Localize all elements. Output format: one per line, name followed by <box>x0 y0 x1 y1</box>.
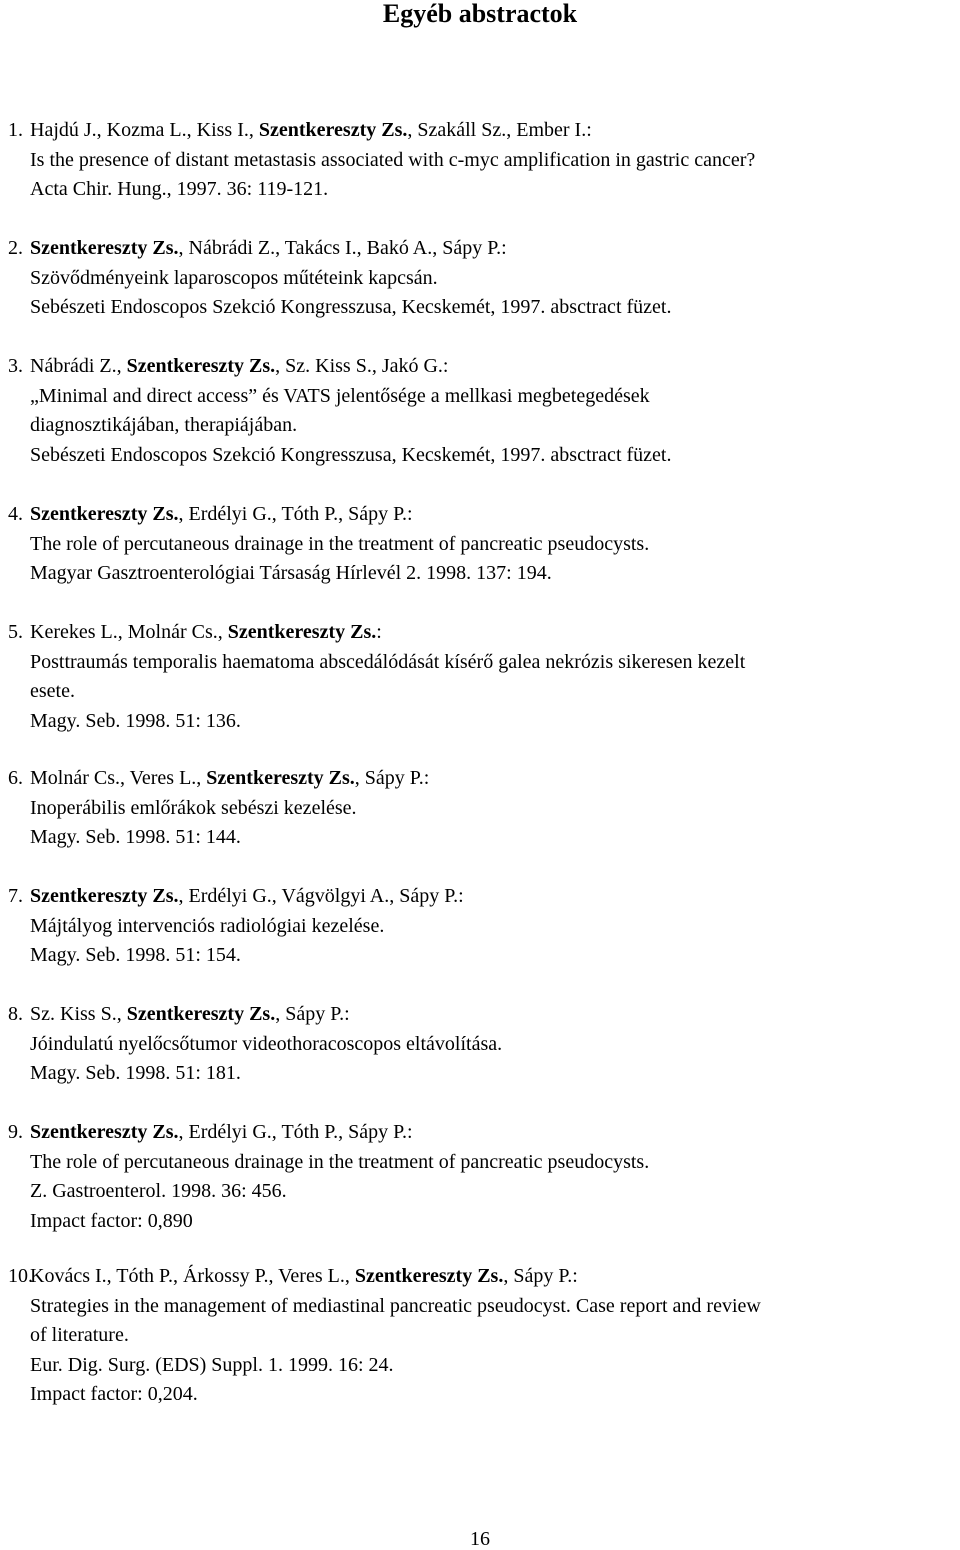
entry-authors <box>0 1000 960 1030</box>
entry-line: Magy. Seb. 1998. 51: 136. <box>30 709 241 732</box>
abstract-entry <box>0 1118 960 1236</box>
author-text: Hajdú J., Kozma L., Kiss I., <box>30 119 259 141</box>
entry-line: esete. <box>30 680 75 703</box>
entry-number: 8. <box>8 1003 23 1025</box>
author-text: , Sápy P.: <box>354 767 430 789</box>
entry-number: 6. <box>8 767 23 789</box>
entry-line: Acta Chir. Hung., 1997. 36: 119-121. <box>30 178 329 201</box>
abstract-entry <box>0 1000 960 1089</box>
entry-number: 9. <box>8 1121 23 1143</box>
entry-line: Májtályog intervenciós radiológiai kezelése. <box>30 914 385 937</box>
author-list <box>0 1000 960 1030</box>
entry-number: 10. <box>8 1265 33 1287</box>
author-text: Molnár Cs., Veres L., <box>30 767 207 789</box>
entry-authors <box>0 882 960 912</box>
author-highlighted: Szentkereszty Zs. <box>30 1121 179 1143</box>
page-number: 16 <box>470 1528 490 1550</box>
abstract-entry <box>0 500 960 589</box>
author-text: Kovács I., Tóth P., Árkossy P., Veres L., <box>30 1265 355 1287</box>
author-highlighted: Szentkereszty Zs. <box>126 1003 276 1025</box>
entry-line: „Minimal and direct access” és VATS jelentősége a mellkasi megbetegedések <box>30 384 650 407</box>
entry-authors <box>0 1118 960 1148</box>
author-text: , Erdélyi G., Vágvölgyi A., Sápy P.: <box>178 885 464 907</box>
author-highlighted: Szentkereszty Zs. <box>30 503 179 525</box>
author-list <box>0 116 960 146</box>
author-text: , Sz. Kiss S., Jakó G.: <box>275 355 449 377</box>
abstract-entry <box>0 234 960 323</box>
author-list <box>0 352 960 382</box>
abstract-entry <box>0 764 960 853</box>
entry-line: diagnosztikájában, therapiájában. <box>30 414 298 437</box>
author-list <box>0 1118 960 1148</box>
author-text: , Szakáll Sz., Ember I.: <box>407 119 592 141</box>
author-text: Kerekes L., Molnár Cs., <box>30 621 228 643</box>
author-text: Sz. Kiss S., <box>30 1003 127 1025</box>
entry-number: 5. <box>8 621 23 643</box>
entry-number: 2. <box>8 237 23 259</box>
author-list <box>0 618 960 648</box>
author-text: : <box>376 621 382 643</box>
page-title: Egyéb abstractok <box>382 0 578 28</box>
entry-line: Eur. Dig. Surg. (EDS) Suppl. 1. 1999. 16: 24. <box>30 1353 394 1376</box>
author-list <box>0 882 960 912</box>
entry-line: Sebészeti Endoscopos Szekció Kongresszusa, Kecskemét, 1997. absctract füzet. <box>30 443 672 466</box>
abstract-entry <box>0 352 960 470</box>
author-highlighted: Szentkereszty Zs. <box>354 1265 504 1287</box>
author-highlighted: Szentkereszty Zs. <box>126 355 276 377</box>
abstract-entry <box>0 882 960 971</box>
entry-number: 7. <box>8 885 23 907</box>
entry-authors <box>0 352 960 382</box>
author-highlighted: Szentkereszty Zs. <box>227 621 377 643</box>
author-highlighted: Szentkereszty Zs. <box>30 885 179 907</box>
entry-line: Sebészeti Endoscopos Szekció Kongresszusa, Kecskemét, 1997. absctract füzet. <box>30 296 672 319</box>
entry-line: Impact factor: 0,204. <box>30 1383 198 1406</box>
author-highlighted: Szentkereszty Zs. <box>258 119 408 141</box>
author-text: , Sápy P.: <box>503 1265 578 1287</box>
entry-line: Magyar Gasztroenterológiai Társaság Hírlevél 2. 1998. 137: 194. <box>30 562 552 585</box>
entry-number: 1. <box>8 119 23 141</box>
author-text: , Sápy P.: <box>275 1003 350 1025</box>
author-text: Nábrádi Z., <box>30 355 127 377</box>
entry-line: Impact factor: 0,890 <box>30 1209 193 1232</box>
author-list <box>0 1262 960 1292</box>
entry-authors <box>0 116 960 146</box>
entry-line: Magy. Seb. 1998. 51: 181. <box>30 1062 241 1085</box>
entry-authors <box>0 234 960 264</box>
entry-line: The role of percutaneous drainage in the treatment of pancreatic pseudocysts. <box>30 1150 650 1173</box>
entry-line: Z. Gastroenterol. 1998. 36: 456. <box>30 1180 287 1203</box>
entry-authors <box>0 764 960 794</box>
entry-number: 4. <box>8 503 23 525</box>
entry-line: Inoperábilis emlőrákok sebészi kezelése. <box>30 796 357 819</box>
abstract-entry <box>0 618 960 736</box>
entry-line: Magy. Seb. 1998. 51: 144. <box>30 826 241 849</box>
entry-line: Jóindulatú nyelőcsőtumor videothoracoscopos eltávolítása. <box>30 1032 503 1055</box>
author-text: , Erdélyi G., Tóth P., Sápy P.: <box>178 503 413 525</box>
entry-authors <box>0 618 960 648</box>
entry-line: of literature. <box>30 1324 129 1347</box>
author-list <box>0 234 960 264</box>
author-list <box>0 764 960 794</box>
entry-number: 3. <box>8 355 23 377</box>
abstract-entry <box>0 1262 960 1410</box>
entry-authors <box>0 500 960 530</box>
author-highlighted: Szentkereszty Zs. <box>206 767 355 789</box>
author-list <box>0 500 960 530</box>
author-highlighted: Szentkereszty Zs. <box>30 237 179 259</box>
entry-line: Is the presence of distant metastasis associated with c-myc amplification in gastric cancer? <box>30 148 756 171</box>
entry-line: Posttraumás temporalis haematoma abscedálódását kísérő galea nekrózis sikeresen kezelt <box>30 650 746 673</box>
entry-line: Strategies in the management of mediastinal pancreatic pseudocyst. Case report and review <box>30 1294 761 1317</box>
abstract-entry <box>0 116 960 205</box>
author-text: , Nábrádi Z., Takács I., Bakó A., Sápy P.: <box>178 237 507 259</box>
entry-line: The role of percutaneous drainage in the treatment of pancreatic pseudocysts. <box>30 532 650 555</box>
author-text: , Erdélyi G., Tóth P., Sápy P.: <box>178 1121 413 1143</box>
entry-line: Magy. Seb. 1998. 51: 154. <box>30 944 241 967</box>
entry-line: Szövődményeink laparoscopos műtéteink kapcsán. <box>30 266 438 289</box>
entry-authors <box>0 1262 960 1292</box>
